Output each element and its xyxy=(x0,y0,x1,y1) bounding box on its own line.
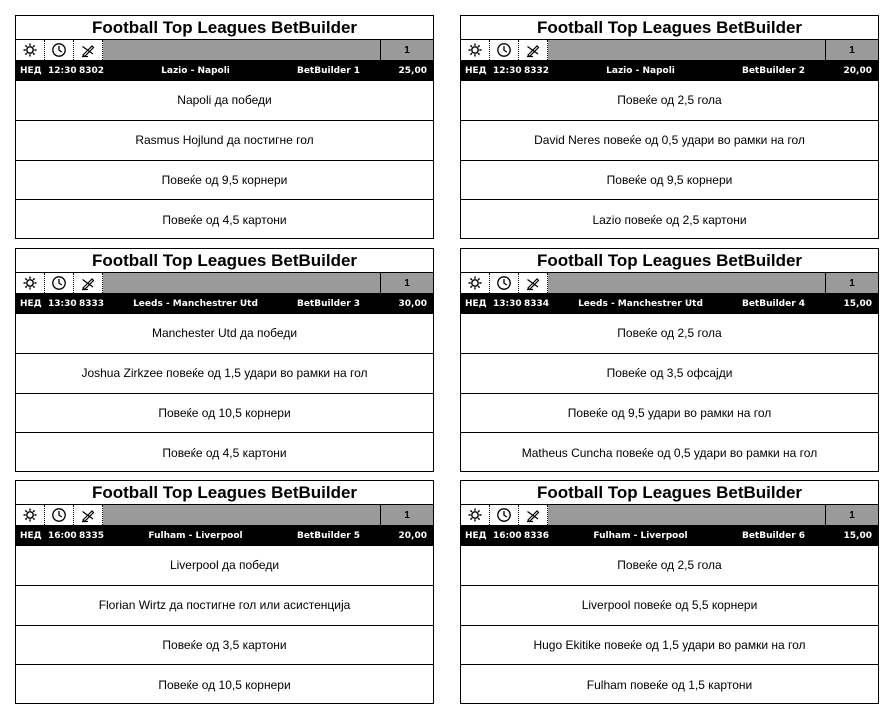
selection-item: Повеќе од 4,5 картони xyxy=(16,199,433,239)
match-time: 13:30 xyxy=(48,299,77,309)
match-code: 8335 xyxy=(79,531,105,541)
betbuilder-label: BetBuilder 1 xyxy=(296,66,361,76)
match-code: 8336 xyxy=(524,531,550,541)
betbuilder-label: BetBuilder 5 xyxy=(296,531,361,541)
betbuilder-card-3 xyxy=(15,248,434,472)
no-write-icon xyxy=(74,40,103,60)
selection-list xyxy=(461,81,878,239)
match-teams: Leeds - Manchestrer Utd xyxy=(578,299,703,309)
match-teams: Fulham - Liverpool xyxy=(148,531,243,541)
match-odds: 15,00 xyxy=(843,531,872,541)
selection-item: Повеќе од 9,5 корнери xyxy=(461,160,878,200)
clock-icon xyxy=(45,273,74,293)
betbuilder-card-4 xyxy=(460,248,879,472)
selection-count: 1 xyxy=(380,505,433,525)
clock-icon xyxy=(490,505,519,525)
icon-bar xyxy=(16,505,433,526)
icon-bar-spacer xyxy=(103,505,380,525)
card-title: Football Top Leagues BetBuilder xyxy=(461,481,878,505)
match-header xyxy=(461,526,878,546)
match-code: 8332 xyxy=(524,66,550,76)
match-day: НЕД xyxy=(465,531,487,541)
match-teams: Fulham - Liverpool xyxy=(593,531,688,541)
selection-list xyxy=(16,314,433,472)
betbuilder-card-1 xyxy=(15,15,434,239)
match-odds: 20,00 xyxy=(843,66,872,76)
match-time: 13:30 xyxy=(493,299,522,309)
selection-item: Повеќе од 10,5 корнери xyxy=(16,393,433,433)
selection-item: Повеќе од 2,5 гола xyxy=(617,93,722,108)
betbuilder-card-5 xyxy=(15,480,434,704)
match-teams: Lazio - Napoli xyxy=(161,66,230,76)
gear-icon xyxy=(16,40,45,60)
icon-bar-spacer xyxy=(548,273,825,293)
match-time: 16:00 xyxy=(493,531,522,541)
selection-count: 1 xyxy=(825,40,878,60)
match-time: 12:30 xyxy=(48,66,77,76)
icon-bar-spacer xyxy=(548,40,825,60)
no-write-icon xyxy=(74,505,103,525)
gear-icon xyxy=(16,505,45,525)
selection-item: Повеќе од 9,5 корнери xyxy=(16,160,433,200)
selection-item: Napoli да победи xyxy=(177,93,272,108)
betbuilder-label: BetBuilder 4 xyxy=(741,299,806,309)
match-odds: 25,00 xyxy=(398,66,427,76)
match-header xyxy=(16,294,433,314)
gear-icon xyxy=(16,273,45,293)
selection-item: Rasmus Hojlund да постигне гол xyxy=(16,120,433,160)
clock-icon xyxy=(490,273,519,293)
match-header xyxy=(16,526,433,546)
match-time: 12:30 xyxy=(493,66,522,76)
selection-item: Joshua Zirkzee повеќе од 1,5 удари во рамки на гол xyxy=(16,353,433,393)
selection-item: Liverpool повеќе од 5,5 корнери xyxy=(461,585,878,625)
no-write-icon xyxy=(519,40,548,60)
betbuilder-card-6 xyxy=(460,480,879,704)
card-title: Football Top Leagues BetBuilder xyxy=(461,16,878,40)
selection-item: Повеќе од 4,5 картони xyxy=(16,432,433,472)
selection-list xyxy=(461,546,878,704)
clock-icon xyxy=(45,505,74,525)
match-header xyxy=(461,294,878,314)
selection-item: Lazio повеќе од 2,5 картони xyxy=(461,199,878,239)
icon-bar-spacer xyxy=(103,273,380,293)
match-day: НЕД xyxy=(20,531,42,541)
no-write-icon xyxy=(519,505,548,525)
card-title: Football Top Leagues BetBuilder xyxy=(16,249,433,273)
card-title: Football Top Leagues BetBuilder xyxy=(16,16,433,40)
selection-item: Повеќе од 3,5 картони xyxy=(16,625,433,665)
match-header xyxy=(16,61,433,81)
match-time: 16:00 xyxy=(48,531,77,541)
match-code: 8333 xyxy=(79,299,105,309)
clock-icon xyxy=(490,40,519,60)
selection-item: Fulham повеќе од 1,5 картони xyxy=(461,664,878,704)
match-day: НЕД xyxy=(465,66,487,76)
betbuilder-card-2 xyxy=(460,15,879,239)
match-teams: Lazio - Napoli xyxy=(606,66,675,76)
icon-bar xyxy=(461,40,878,61)
match-day: НЕД xyxy=(465,299,487,309)
match-teams: Leeds - Manchestrer Utd xyxy=(133,299,258,309)
selection-list xyxy=(16,546,433,704)
icon-bar xyxy=(461,273,878,294)
gear-icon xyxy=(461,273,490,293)
selection-count: 1 xyxy=(825,273,878,293)
selection-item: Florian Wirtz да постигне гол или асистенција xyxy=(16,585,433,625)
match-day: НЕД xyxy=(20,66,42,76)
selection-item: Повеќе од 2,5 гола xyxy=(617,326,722,341)
match-code: 8302 xyxy=(79,66,105,76)
card-title: Football Top Leagues BetBuilder xyxy=(16,481,433,505)
card-title: Football Top Leagues BetBuilder xyxy=(461,249,878,273)
icon-bar-spacer xyxy=(548,505,825,525)
no-write-icon xyxy=(74,273,103,293)
selection-item: Повеќе од 2,5 гола xyxy=(617,558,722,573)
selection-item: David Neres повеќе од 0,5 удари во рамки на гол xyxy=(461,120,878,160)
gear-icon xyxy=(461,505,490,525)
selection-list xyxy=(461,314,878,472)
match-code: 8334 xyxy=(524,299,550,309)
selection-list xyxy=(16,81,433,239)
selection-item: Повеќе од 9,5 удари во рамки на гол xyxy=(461,393,878,433)
icon-bar-spacer xyxy=(103,40,380,60)
selection-item: Повеќе од 10,5 корнери xyxy=(16,664,433,704)
no-write-icon xyxy=(519,273,548,293)
selection-item: Manchester Utd да победи xyxy=(151,326,298,341)
icon-bar xyxy=(16,40,433,61)
betbuilder-label: BetBuilder 3 xyxy=(296,299,361,309)
selection-item: Hugo Ekitike повеќе од 1,5 удари во рамки на гол xyxy=(461,625,878,665)
icon-bar xyxy=(461,505,878,526)
match-odds: 20,00 xyxy=(398,531,427,541)
betbuilder-label: BetBuilder 2 xyxy=(741,66,806,76)
match-odds: 15,00 xyxy=(843,299,872,309)
selection-count: 1 xyxy=(380,40,433,60)
gear-icon xyxy=(461,40,490,60)
selection-count: 1 xyxy=(825,505,878,525)
selection-item: Повеќе од 3,5 офсајди xyxy=(461,353,878,393)
selection-item: Matheus Cuncha повеќе од 0,5 удари во рамки на гол xyxy=(461,432,878,472)
betbuilder-label: BetBuilder 6 xyxy=(741,531,806,541)
clock-icon xyxy=(45,40,74,60)
icon-bar xyxy=(16,273,433,294)
match-odds: 30,00 xyxy=(398,299,427,309)
match-header xyxy=(461,61,878,81)
match-day: НЕД xyxy=(20,299,42,309)
selection-item: Liverpool да победи xyxy=(169,558,280,573)
selection-count: 1 xyxy=(380,273,433,293)
